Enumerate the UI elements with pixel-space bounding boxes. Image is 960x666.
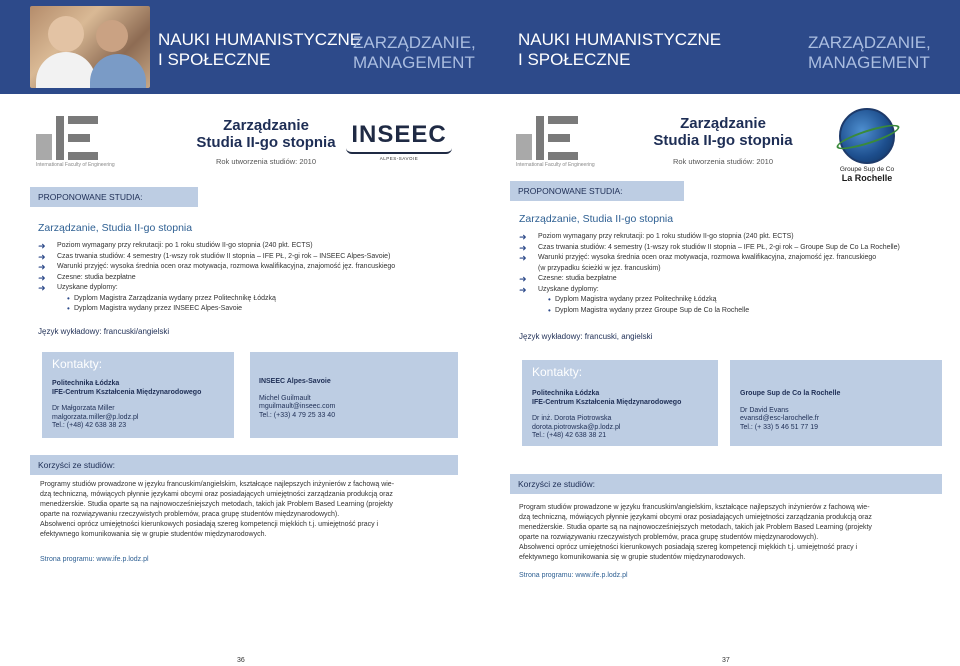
banner-title-management: ZARZĄDZANIE, MANAGEMENT — [808, 33, 931, 72]
program-year: Rok utworzenia studiów: 2010 — [215, 157, 317, 166]
students-photo — [30, 6, 150, 88]
list-item: ➜ Czesne: studia bezpłatne — [519, 274, 617, 284]
contact-ife: Politechnika Łódzka IFE-Centrum Kształcenia Międzynarodowego Dr inż. Dorota Piotrowska dorota.piotrowska@p.lodz.pl Tel.: (+48) 42 638 38 21 — [532, 390, 714, 441]
contacts-title: Kontakty: — [532, 365, 583, 379]
groupe-sup-de-co-logo: Groupe Sup de Co La Rochelle — [833, 108, 901, 183]
list-item: ➜ Poziom wymagany przy rekrutacji: po 1 roku studiów II-go stopnia (240 pkt. ECTS) — [519, 232, 794, 242]
arrow-icon: ➜ — [38, 251, 46, 262]
benefits-text: Programy studiów prowadzone w języku francuskim/angielskim, kształcące najlepszych inżynierów z fachową wie- dzą techniczną, mówiących płynnie językami obcymi oraz posiadających umiejętności zarządzania produkcją oraz menedżerskie. Studia oparte są na najnowocześniejszych metodach, takich jak Problem Based Learning (projekty oparte na rozwiązywaniu rzeczywistych problemów, praca grupę studentów międzynarodowych). Absolwenci oprócz umiejętności kierunkowych posiadają szereg kompetencji miękkich t.j. umiejętność pracy i efektywnego komunikowania się w grupie studentów międzynarodowych. — [40, 481, 395, 538]
arrow-icon: ➜ — [38, 262, 46, 272]
program-details — [519, 232, 944, 316]
diploma-item: • Dyplom Magistra wydany przez INSEEC Alpes-Savoie — [67, 304, 243, 313]
list-item: ➜ Czesne: studia bezpłatne — [38, 272, 136, 283]
contact-partner: INSEEC Alpes-Savoie Michel Guilmault mguilmault@inseec.com Tel.: (+33) 4 79 25 33 40 — [259, 378, 449, 420]
arrow-icon: ➜ — [519, 242, 527, 253]
contact-email[interactable]: evansd@esc-larochelle.fr — [740, 415, 820, 422]
diploma-item: • Dyplom Magistra Zarządzania wydany przez Politechnikę Łódzką — [67, 293, 276, 303]
ife-logo — [36, 116, 115, 168]
page-number: 36 — [237, 657, 245, 664]
arrow-icon: ➜ — [38, 241, 46, 251]
teaching-language: Język wykładowy: francuski, angielski — [519, 332, 653, 341]
program-subtitle: Zarządzanie, Studia II-go stopnia — [519, 213, 674, 225]
bullet-icon: • — [67, 293, 70, 303]
banner-title-management: ZARZĄDZANIE, MANAGEMENT — [353, 33, 476, 72]
bullet-icon: • — [548, 295, 551, 304]
ife-caption: International Faculty of Engineering — [516, 162, 595, 168]
list-item: ➜ Czas trwania studiów: 4 semestry (1-wszy rok studiów II stopnia – IFE PŁ, 2-gi rok – Groupe Sup de Co La Rochelle) — [519, 242, 900, 253]
ife-caption: International Faculty of Engineering — [36, 162, 115, 168]
program-link[interactable]: Strona programu: www.ife.p.lodz.pl — [40, 556, 149, 563]
program-subtitle: Zarządzanie, Studia II-go stopnia — [38, 222, 193, 234]
ife-logo — [516, 116, 595, 168]
benefits-text: Program studiów prowadzone w języku francuskim/angielskim, kształcące najlepszych inżynierów z fachową wie- dzą techniczną, mówiących płynnie językami obcymi oraz posiadających umiejętności zarządzania produkcją oraz menedżerskie. Studia oparte są na najnowocześniejszych metodach, takich jak Problem Based Learning (projekty oparte na rozwiązywaniu rzeczywistych problemów, praca grupę studentów międzynarodowych). Absolwenci oprócz umiejętności kierunkowych posiadają szereg kompetencji miękkich t.j. umiejętność pracy i efektywnego komunikowania się w grupie studentów międzynarodowych. — [519, 504, 872, 561]
contact-email[interactable]: dorota.piotrowska@p.lodz.pl — [532, 423, 621, 431]
section-header-benefits: Korzyści ze studiów: — [510, 474, 942, 494]
list-item: ➜ Poziom wymagany przy rekrutacji: po 1 roku studiów II-go stopnia (240 pkt. ECTS) — [38, 241, 313, 251]
program-details — [38, 241, 458, 315]
list-item: ➜ Uzyskane dyplomy: • Dyplom Magistra wydany przez Politechnikę Łódzką • Dyplom Magistra wydany przez Groupe Sup de Co la Rochelle — [519, 285, 944, 317]
program-link[interactable]: Strona programu: www.ife.p.lodz.pl — [519, 572, 628, 579]
contact-email[interactable]: mguilmault@inseec.com — [259, 403, 336, 410]
banner-title-humanities: NAUKI HUMANISTYCZNE I SPOŁECZNE — [158, 30, 362, 69]
inseec-logo: INSEEC ALPES-SAVOIE — [340, 122, 458, 161]
teaching-language: Język wykładowy: francuski/angielski — [38, 327, 170, 336]
bullet-icon: • — [548, 305, 551, 315]
section-header-benefits: Korzyści ze studiów: — [30, 455, 458, 475]
list-item: ➜ Czas trwania studiów: 4 semestry (1-wszy rok studiów II stopnia – IFE PŁ, 2-gi rok – INSEEC Alpes-Savoie) — [38, 251, 391, 262]
contacts-title: Kontakty: — [52, 357, 103, 371]
program-title: Zarządzanie Studia II-go stopnia — [196, 117, 336, 151]
contact-email[interactable]: malgorzata.miller@p.lodz.pl — [52, 413, 139, 421]
program-year: Rok utworzenia studiów: 2010 — [672, 157, 774, 166]
arrow-icon: ➜ — [519, 274, 527, 284]
arrow-icon: ➜ — [519, 284, 527, 295]
list-item: ➜ Uzyskane dyplomy: • Dyplom Magistra Zarządzania wydany przez Politechnikę Łódzką • Dyplom Magistra wydany przez INSEEC Alpes-Savoie — [38, 283, 458, 315]
arrow-icon: ➜ — [519, 232, 527, 242]
contact-partner: Groupe Sup de Co la Rochelle Dr David Evans evansd@esc-larochelle.fr Tel.: (+ 33) 5 46 51 77 19 — [740, 390, 936, 432]
list-item: ➜ Warunki przyjęć: wysoka średnia ocen oraz motywacja, rozmowa kwalifikacyjna, znajomość jęz. francuskiego — [38, 262, 396, 272]
diploma-item: • Dyplom Magistra wydany przez Politechnikę Łódzką — [548, 295, 717, 304]
arrow-icon: ➜ — [38, 283, 46, 293]
arrow-icon: ➜ — [519, 253, 527, 263]
program-title: Zarządzanie Studia II-go stopnia — [653, 115, 793, 149]
section-header-proposed: PROPONOWANE STUDIA: — [510, 181, 684, 201]
banner-title-humanities: NAUKI HUMANISTYCZNE I SPOŁECZNE — [518, 30, 722, 69]
contact-ife: Politechnika Łódzka IFE-Centrum Kształcenia Międzynarodowego Dr Małgorzata Miller malgorzata.miller@p.lodz.pl Tel.: (+48) 42 638 38 23 — [52, 380, 230, 431]
list-item: ➜ Warunki przyjęć: wysoka średnia ocen oraz motywacja, rozmowa kwalifikacyjna, znajomość jęz. francuskiego (w przypadku ścieżki w jęz. francuskim) — [519, 253, 877, 272]
diploma-item: • Dyplom Magistra wydany przez Groupe Sup de Co la Rochelle — [548, 305, 750, 315]
section-header-proposed: PROPONOWANE STUDIA: — [30, 187, 198, 207]
arrow-icon: ➜ — [38, 272, 46, 283]
bullet-icon: • — [67, 304, 70, 313]
page-number: 37 — [722, 657, 730, 664]
